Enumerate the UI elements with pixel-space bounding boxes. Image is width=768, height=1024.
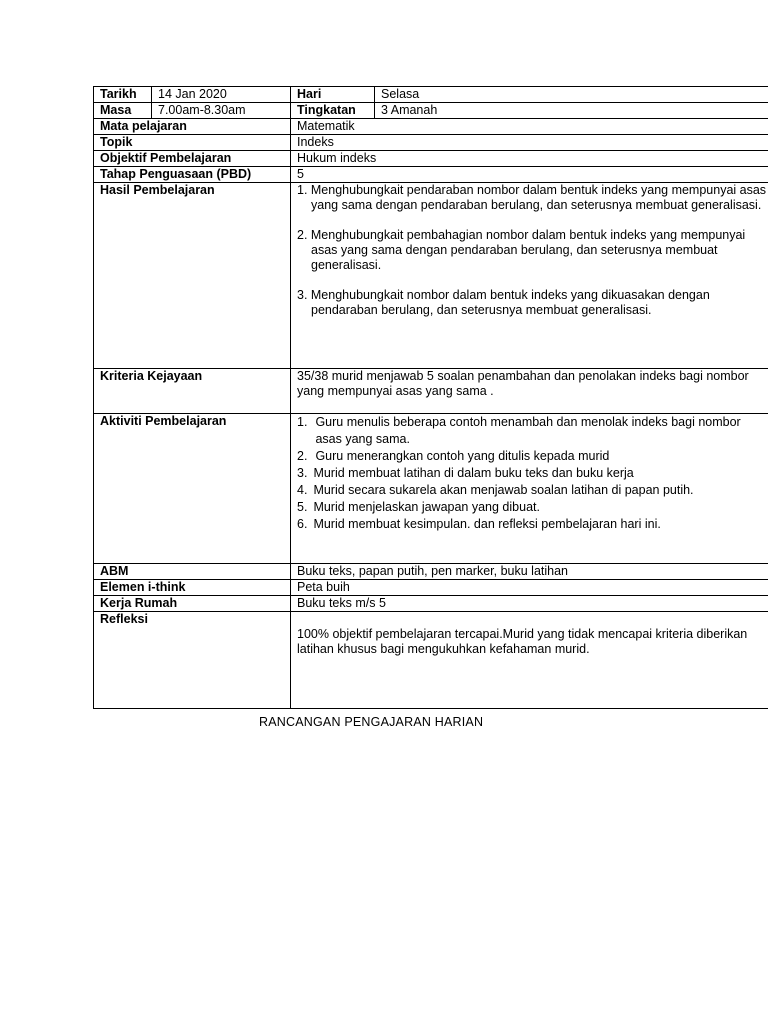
- aktiviti-item: [297, 499, 768, 516]
- abm-label: ABM: [94, 564, 291, 580]
- aktiviti-item-text: Guru menerangkan contoh yang ditulis kepada murid: [315, 449, 610, 463]
- document-title: RANCANGAN PENGAJARAN HARIAN: [259, 715, 484, 729]
- masa-label: Masa: [94, 103, 152, 119]
- masa-value: 7.00am-8.30am: [152, 103, 291, 119]
- aktiviti-item: [297, 516, 768, 533]
- mata-pelajaran-label: Mata pelajaran: [94, 119, 291, 135]
- lesson-plan-table: [93, 86, 768, 709]
- refleksi-value: 100% objektif pembelajaran tercapai.Murid yang tidak mencapai kriteria diberikan latihan khusus bagi mengukuhkan kefahaman murid.: [291, 612, 768, 709]
- refleksi-label: Refleksi: [94, 612, 291, 709]
- aktiviti-item-number: 6.: [297, 517, 308, 531]
- aktiviti-label: Aktiviti Pembelajaran: [94, 414, 291, 564]
- hasil-item: 3. Menghubungkait nombor dalam bentuk indeks yang dikuasakan dengan pendaraban berulang, dan seterusnya membuat generalisasi.: [297, 288, 710, 317]
- hasil-item: 1. Menghubungkait pendaraban nombor dalam bentuk indeks yang mempunyai asas yang sama dengan pendaraban berulang, dan seterusnya membuat generalisasi.: [297, 183, 767, 212]
- kriteria-label: Kriteria Kejayaan: [94, 369, 291, 414]
- tarikh-label: Tarikh: [94, 87, 152, 103]
- hasil-list: [297, 183, 768, 318]
- kerja-rumah-label: Kerja Rumah: [94, 596, 291, 612]
- topik-value: Indeks: [291, 135, 768, 151]
- hasil-label: Hasil Pembelajaran: [94, 183, 291, 369]
- aktiviti-item-text: Murid membuat latihan di dalam buku teks dan buku kerja: [313, 466, 634, 480]
- aktiviti-item-number: 2.: [297, 449, 308, 463]
- tingkatan-label: Tingkatan: [291, 103, 375, 119]
- kerja-rumah-value: Buku teks m/s 5: [291, 596, 768, 612]
- aktiviti-item-number: 5.: [297, 500, 308, 514]
- hari-value: Selasa: [375, 87, 768, 103]
- hasil-cell: [291, 183, 768, 369]
- hari-label: Hari: [291, 87, 375, 103]
- aktiviti-list: [297, 414, 768, 533]
- aktiviti-item-number: 1.: [297, 415, 308, 429]
- aktiviti-item-number: 4.: [297, 483, 308, 497]
- aktiviti-item-text: Murid secara sukarela akan menjawab soalan latihan di papan putih.: [313, 483, 694, 497]
- objektif-label: Objektif Pembelajaran: [94, 151, 291, 167]
- kriteria-value: 35/38 murid menjawab 5 soalan penambahan dan penolakan indeks bagi nombor yang mempunyai asas yang sama .: [291, 369, 768, 414]
- tingkatan-value: 3 Amanah: [375, 103, 768, 119]
- topik-label: Topik: [94, 135, 291, 151]
- hasil-item: 2. Menghubungkait pembahagian nombor dalam bentuk indeks yang mempunyai asas yang sama dengan pendaraban berulang, dan seterusnya membuat generalisasi.: [297, 228, 746, 272]
- mata-pelajaran-value: Matematik: [291, 119, 768, 135]
- tahap-label: Tahap Penguasaan (PBD): [94, 167, 291, 183]
- aktiviti-item: [297, 482, 768, 499]
- aktiviti-item-text: Murid menjelaskan jawapan yang dibuat.: [313, 500, 540, 514]
- aktiviti-item: [297, 414, 768, 448]
- aktiviti-item-text: Guru menulis beberapa contoh menambah dan menolak indeks bagi nombor asas yang sama.: [315, 415, 741, 446]
- abm-value: Buku teks, papan putih, pen marker, buku latihan: [291, 564, 768, 580]
- tahap-value: 5: [291, 167, 768, 183]
- aktiviti-item-number: 3.: [297, 466, 308, 480]
- aktiviti-item: [297, 465, 768, 482]
- ithink-value: Peta buih: [291, 580, 768, 596]
- tarikh-value: 14 Jan 2020: [152, 87, 291, 103]
- ithink-label: Elemen i-think: [94, 580, 291, 596]
- aktiviti-cell: [291, 414, 768, 564]
- aktiviti-item-text: Murid membuat kesimpulan. dan refleksi pembelajaran hari ini.: [313, 517, 661, 531]
- objektif-value: Hukum indeks: [291, 151, 768, 167]
- aktiviti-item: [297, 448, 768, 465]
